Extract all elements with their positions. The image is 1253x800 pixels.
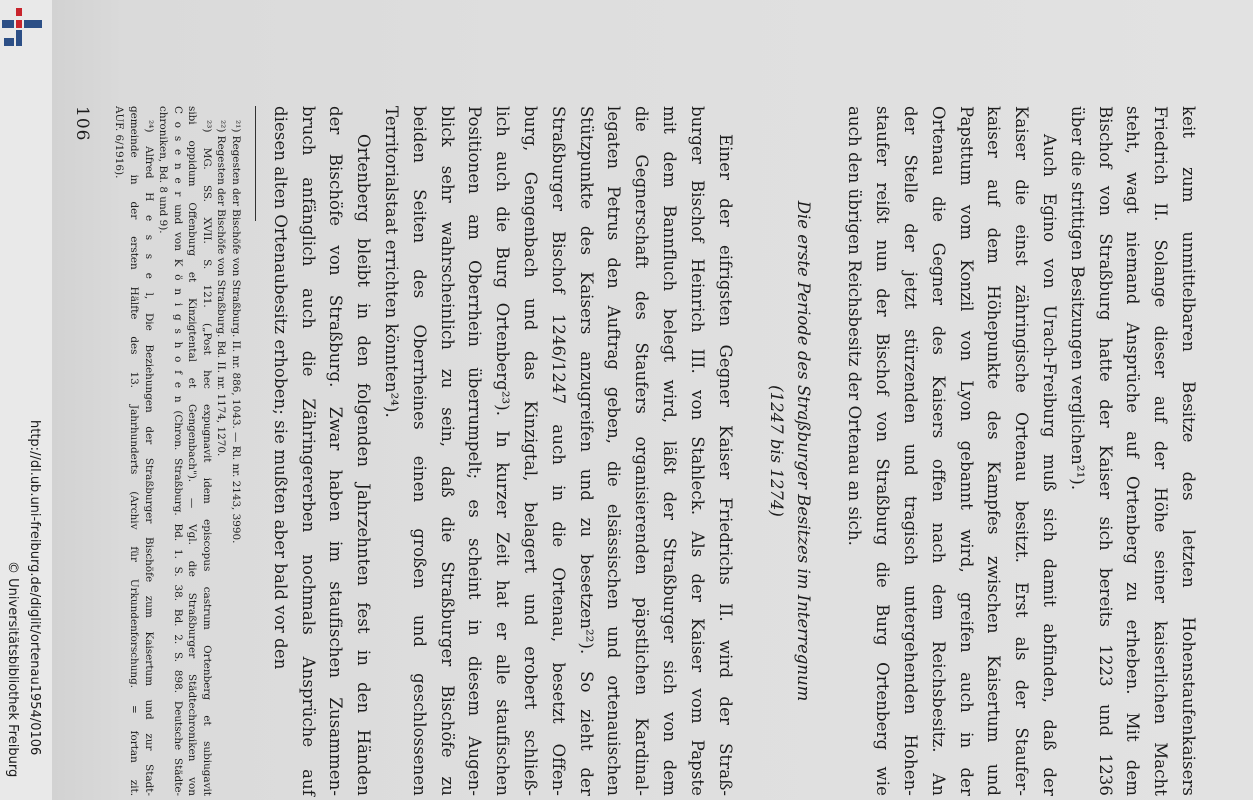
footnote-line: gemeinde in der ersten Hälfte des 13. Jahrhunderts (Archiv für Urkundenforschung. = fortan zit. [127, 106, 140, 796]
footnote-line: C o s e n e r und von K ö n i g s h o f e n (Chron. Straßburg. Bd. 1. S. 38. Bd. 2. S. 898. Deutsche Städte- [171, 106, 184, 796]
text-line: Positionen am Oberrhein überrumpelt; es scheint in diesem Augen- [465, 106, 485, 796]
logo-red-bar-mid [16, 20, 22, 28]
text-line: staufer reißt nun der Bischof von Straßburg die Burg Ortenberg wie [873, 106, 893, 796]
footnote-line: ²⁴) Alfred H e s s e l, Die Beziehungen der Straßburger Bischöfe zum Kaisertum und zur Stadt- [142, 120, 155, 796]
credit-copyright: © Universitätsbibliothek Freiburg [5, 561, 20, 778]
text-line: Bischof von Straßburg hatte der Kaiser sich bereits 1223 und 1236 [1095, 106, 1115, 796]
credit-url[interactable]: http://dl.ub.uni-freiburg.de/diglit/ortenau1954/0106 [27, 420, 42, 756]
footnote-line: AUF. 6/1916). [113, 106, 126, 179]
logo-blue-bar-bottom [16, 30, 22, 46]
text-line: Papsttum vom Konzil von Lyon gebannt wird, greifen auch in der [956, 106, 976, 796]
paragraph-2 [841, 106, 1063, 796]
paragraph-3 [377, 106, 738, 796]
text-line: bruch anfänglich auch die Zähringererben nochmals Ansprüche auf [298, 106, 318, 796]
footnote-line: chroniken, Bd. 8 und 9). [157, 106, 170, 234]
footnotes [112, 106, 243, 796]
section-heading: Die erste Periode des Straßburger Besitzes im Interregnum [793, 200, 813, 702]
footnote-line: ²¹) Regesten der Bischöfe von Straßburg. II. nr. 886, 1043. — Rl. nr. 2143, 3990. [230, 120, 243, 544]
text-line: der Bischöfe von Straßburg. Zwar haben im staufischen Zusammen- [326, 106, 346, 796]
footnote-rule [255, 106, 256, 221]
text-line: Straßburger Bischof 1246/1247 auch in die Ortenau, besetzt Offen- [548, 106, 568, 796]
section-subheading: (1247 bis 1274) [766, 385, 786, 517]
text-line: diesen alten Ortenaubesitz erhoben; sie mußten aber bald vor den [270, 106, 290, 670]
library-logo [2, 8, 44, 50]
logo-red-bar-top [16, 8, 22, 16]
footnote-line: sibi oppidum Offenburg et Kinzigtental et Gengenbach"). — Vgl. die Straßburger Städtechroniken von [186, 106, 199, 796]
text-line: auch den übrigen Reichsbesitz der Ortenau an sich. [845, 106, 865, 546]
text-line: beiden Seiten des Oberrheines einen großen und geschlossenen [409, 106, 429, 796]
text-line: kaiser auf dem Höhepunkte des Kampfes zwischen Kaisertum und [984, 106, 1004, 796]
text-line: burger Bischof Heinrich III. von Stahleck. Als der Kaiser vom Papste [687, 106, 707, 796]
text-line: lich auch die Burg Ortenberg²³). In kurzer Zeit hat er alle staufischen [493, 106, 513, 796]
footnote-line: ²²) Regesten der Bischöfe von Straßburg. Bd. II. nr. 1174, 1270. [215, 120, 228, 457]
paragraph-4 [266, 106, 377, 796]
page-content [72, 106, 1202, 796]
text-line: legaten Petrus den Auftrag geben, die elsässischen und ortenauischen [604, 106, 624, 796]
text-line: über die strittigen Besitzungen verglichen²¹). [1067, 106, 1087, 491]
footnote-line: ²³) MG. SS. XVII. S. 121. („Post hec expugnavit idem episcopus castrum Ortenberg et subiugavit [200, 120, 213, 796]
text-line: Ortenau die Gegner des Kaisers offen nach dem Reichsbesitz. An [928, 106, 948, 796]
text-line: Friedrich II. Solange dieser auf der Höhe seiner kaiserlichen Macht [1151, 106, 1171, 796]
text-line: Ortenberg bleibt in den folgenden Jahrzehnten fest in den Händen [354, 134, 374, 796]
text-line: Kaiser die einst zähringische Ortenau besitzt. Erst als der Staufer- [1012, 106, 1032, 796]
paragraph-1 [1063, 106, 1202, 796]
text-line: Territorialstaat errichten könnten²⁴). [382, 106, 402, 418]
text-line: Stützpunkte des Kaisers anzugreifen und zu besetzen²²). So zieht der [576, 106, 596, 796]
text-line: der Stelle der jetzt stürzenden und tragisch untergehenden Hohen- [901, 106, 921, 796]
text-line: Einer der eifrigsten Gegner Kaiser Friedrichs II. wird der Straß- [715, 134, 735, 796]
text-line: mit dem Bannfluch belegt wird, läßt der Straßburger sich von dem [660, 106, 680, 796]
text-line: keit zum unmittelbaren Besitze des letzten Hohenstaufenkaisers [1179, 106, 1198, 796]
text-line: burg, Gengenbach und das Kinzigtal, belagert und erobert schließ- [521, 106, 541, 796]
logo-blue-bar-left [2, 20, 14, 28]
logo-blue-bar-right [24, 20, 42, 28]
side-strip [0, 0, 52, 800]
scanned-page [52, 0, 1253, 800]
text-line: blick sehr wahrscheinlich zu sein, daß die Straßburger Bischöfe zu [437, 106, 457, 796]
logo-blue-bar-base [4, 38, 14, 46]
text-line: steht, wagt niemand Ansprüche auf Ortenberg zu erheben. Mit dem [1123, 106, 1143, 796]
page-number: 106 [71, 106, 92, 142]
text-line: Auch Egino von Urach-Freiburg muß sich damit abfinden, daß der [1040, 134, 1060, 796]
text-line: die Gegnerschaft des Staufers organisierenden päpstlichen Kardinal- [632, 106, 652, 796]
